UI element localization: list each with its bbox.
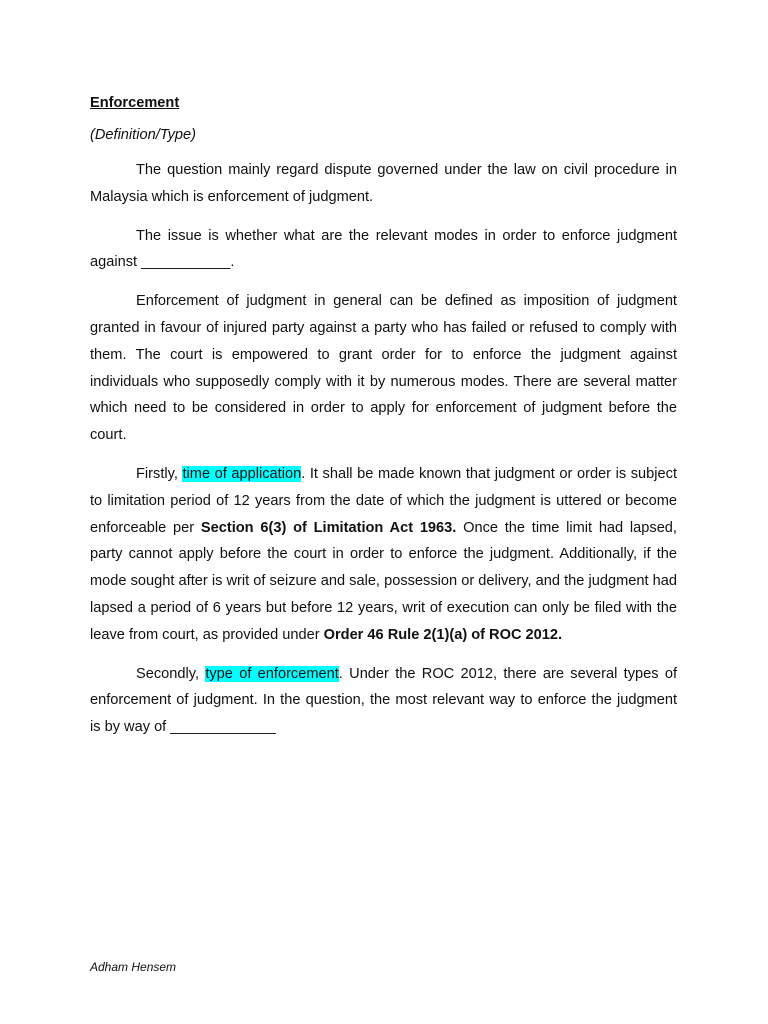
footer-author: Adham Hensem <box>90 960 177 974</box>
bold-citation-limitation-act: Section 6(3) of Limitation Act 1963. <box>200 519 457 536</box>
paragraph-text: . It shall be made known that judgment or order is subject to limitation period of 12 years from the date of which the judgment is uttered or become enforceable per <box>90 465 677 536</box>
highlight-time-of-application: time of application <box>182 465 302 482</box>
paragraph-text: Once the time limit had lapsed, party cannot apply before the court in order to enforce the judgment. Additionally, if the mode sought after is writ of seizure and sale, possession or delivery, and the judgment had lapsed a period of 6 years but before 12 years, writ of execution can only be filed with the leave from court, as provided under <box>90 519 677 643</box>
document-subheading: (Definition/Type) <box>90 127 196 143</box>
document-body <box>90 93 677 753</box>
paragraph-intro-text: Firstly, <box>136 465 183 482</box>
document-heading: Enforcement <box>90 95 180 111</box>
paragraph-time-of-application <box>90 461 677 649</box>
paragraph-type-of-enforcement <box>90 661 677 741</box>
paragraph-intro-text: Secondly, <box>136 665 206 682</box>
paragraph-issue: The issue is whether what are the relevant modes in order to enforce judgment against ___________. <box>90 227 677 271</box>
paragraph-text: . Under the ROC 2012, there are several types of enforcement of judgment. In the question, the most relevant way to enforce the judgment is by way of _____________ <box>90 665 677 736</box>
paragraph-definition: Enforcement of judgment in general can be defined as imposition of judgment granted in favour of injured party against a party who has failed or refused to comply with them. The court is empowered to grant order for to enforce the judgment against individuals who supposedly comply with it by numerous modes. There are several matter which need to be considered in order to apply for enforcement of judgment before the court. <box>90 293 677 444</box>
bold-citation-order-46: Order 46 Rule 2(1)(a) of ROC 2012. <box>323 626 563 643</box>
highlight-type-of-enforcement: type of enforcement <box>205 665 339 682</box>
paragraph-question: The question mainly regard dispute governed under the law on civil procedure in Malaysia which is enforcement of judgment. <box>90 162 677 205</box>
